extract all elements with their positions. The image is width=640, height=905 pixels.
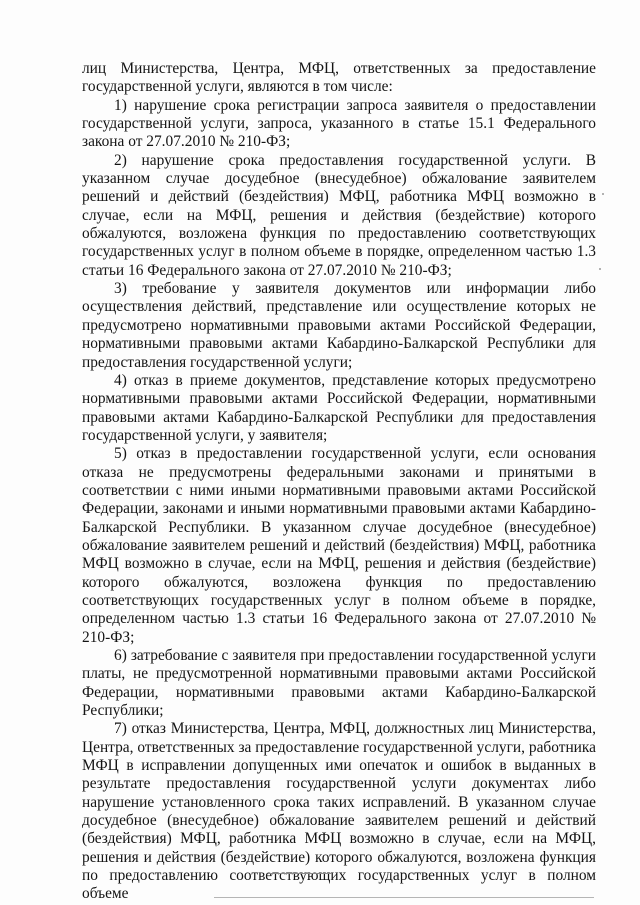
paragraph-item-7: 7) отказ Министерства, Центра, МФЦ, должностных лиц Министерства, Центра, ответственных за предоставление государственной услуги, работника МФЦ в исправлении допущенных ими опечаток и ошибок в выданных в результате предоставления государственной услуги документах либо нарушение установленного срока таких исправлений. В указанном случае досудебное (внесудебное) обжалование заявителем решений и действий (бездействия) МФЦ, работника МФЦ возможно в случае, если на МФЦ, решения и действия (бездействие) которого обжалуются, возложена функция по предоставлению соответствующих государственных услуг в полном объеме bbox=[82, 720, 596, 903]
paragraph-item-4: 4) отказ в приеме документов, представление которых предусмотрено нормативными правовыми актами Российской Федерации, нормативными правовыми актами Кабардино-Балкарской Республики для предоставления государственной услуги, у заявителя; bbox=[82, 371, 596, 444]
paragraph-continuation: лиц Министерства, Центра, МФЦ, ответственных за предоставление государственной услуги, являются в том числе: bbox=[82, 60, 596, 96]
paragraph-item-2: 2) нарушение срока предоставления государственной услуги. В указанном случае досудебное (внесудебное) обжалование заявителем решений и действий (бездействия) МФЦ, работника МФЦ возможно в случае, если на МФЦ, решения и действия (бездействие) которого обжалуются, возложена функция по предоставлению соответствующих государственных услуг в полном объеме в порядке, определенном частью 1.3 статьи 16 Федерального закона от 27.07.2010 № 210-ФЗ; bbox=[82, 151, 596, 279]
scan-edge-line bbox=[214, 897, 594, 898]
scan-speck bbox=[602, 193, 604, 195]
footer-rule bbox=[268, 873, 332, 874]
paragraph-item-5: 5) отказ в предоставлении государственной услуги, если основания отказа не предусмотрены федеральными законами и принятыми в соответствии с ними иными нормативными правовыми актами Российской Федерации, законами и иными нормативными правовыми актами Кабардино-Балкарской Республики. В указанном случае досудебное (внесудебное) обжалование заявителем решений и действий (бездействия) МФЦ, работника МФЦ возможно в случае, если на МФЦ, решения и действия (бездействие) которого обжалуются, возложена функция по предоставлению соответствующих государственных услуг в полном объеме в порядке, определенном частью 1.3 статьи 16 Федерального закона от 27.07.2010 № 210-ФЗ; bbox=[82, 445, 596, 646]
paragraph-item-6: 6) затребование с заявителя при предоставлении государственной услуги платы, не предусмотренной нормативными правовыми актами Российской Федерации, нормативными правовыми актами Кабардино-Балкарской Республики; bbox=[82, 647, 596, 720]
paragraph-item-1: 1) нарушение срока регистрации запроса заявителя о предоставлении государственной услуги, запроса, указанного в статье 15.1 Федерального закона от 27.07.2010 № 210-ФЗ; bbox=[82, 96, 596, 151]
scan-speck bbox=[599, 268, 601, 270]
paragraph-item-3: 3) требование у заявителя документов или информации либо осуществления действий, представление или осуществление которых не предусмотрено нормативными правовыми актами Российской Федерации, нормативными правовыми актами Кабардино-Балкарской Республики для предоставления государственной услуги; bbox=[82, 280, 596, 371]
document-body bbox=[82, 60, 596, 904]
